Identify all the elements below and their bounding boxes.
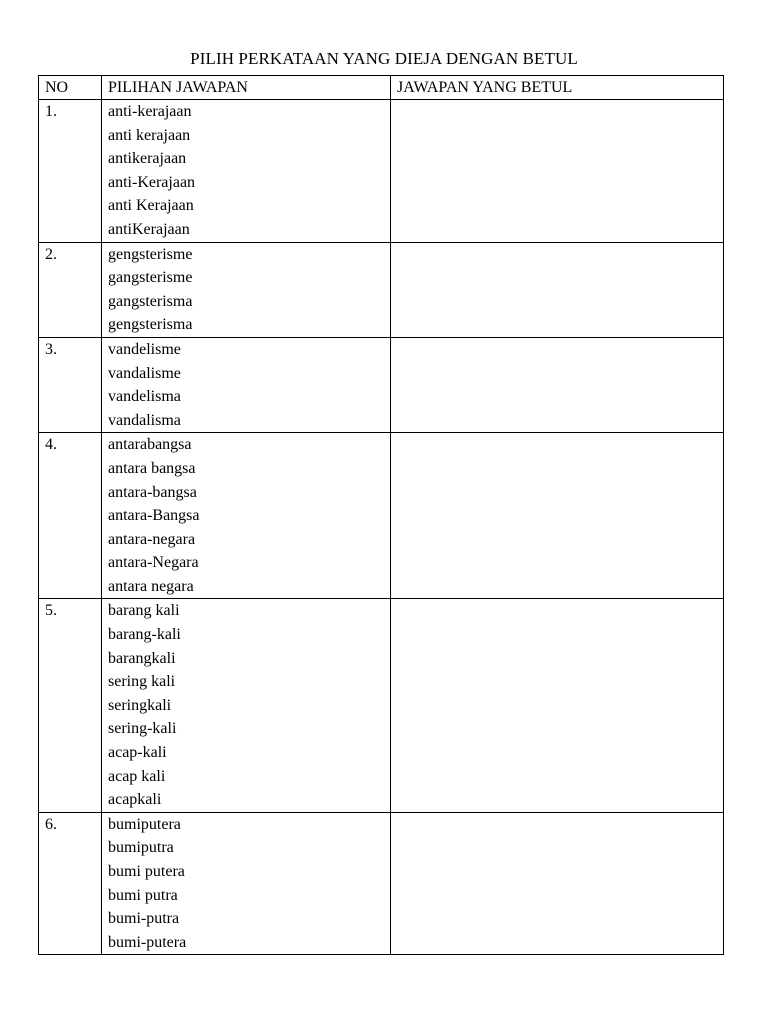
answer-option: bumi-putera — [108, 933, 187, 951]
question-number-cell — [39, 242, 102, 337]
answer-option: vandalisma — [108, 411, 181, 429]
answer-option: antara bangsa — [108, 459, 196, 477]
answer-option: gengsterisma — [108, 316, 193, 334]
answer-options-cell — [102, 242, 391, 337]
answer-option: gengsterisme — [108, 245, 193, 263]
answer-option: antikerajaan — [108, 150, 187, 168]
question-row — [39, 100, 724, 243]
answer-option: bumi-putra — [108, 910, 180, 928]
question-number: 6. — [45, 815, 57, 833]
answer-option: anti-Kerajaan — [108, 173, 196, 191]
correct-answer-cell[interactable] — [391, 812, 724, 955]
answer-option: barangkali — [108, 649, 176, 667]
answer-options-cell — [102, 433, 391, 599]
question-row — [39, 812, 724, 955]
answer-option: anti kerajaan — [108, 126, 191, 144]
answer-option: anti-kerajaan — [108, 103, 192, 120]
answer-option: vandelisma — [108, 388, 181, 406]
answer-options-cell — [102, 100, 391, 243]
correct-answer-cell[interactable] — [391, 242, 724, 337]
answer-option: antarabangsa — [108, 436, 192, 454]
header-row — [39, 76, 724, 100]
answer-option: anti Kerajaan — [108, 197, 194, 215]
answer-options-cell — [102, 337, 391, 432]
spelling-quiz-table — [38, 75, 724, 955]
question-number-cell — [39, 812, 102, 955]
answer-option: gangsterisma — [108, 292, 193, 310]
answer-option: acapkali — [108, 791, 162, 809]
answer-option: bumiputera — [108, 815, 181, 833]
question-number: 5. — [45, 602, 57, 620]
answer-option: antara-Bangsa — [108, 507, 200, 525]
answer-option: bumi putra — [108, 886, 178, 904]
answer-option: antiKerajaan — [108, 220, 190, 238]
question-number-cell — [39, 433, 102, 599]
correct-answer-cell[interactable] — [391, 433, 724, 599]
correct-answer-cell[interactable] — [391, 599, 724, 812]
question-number-cell — [39, 100, 102, 243]
question-number: 4. — [45, 436, 57, 454]
question-number: 1. — [45, 103, 57, 120]
answer-option: barang kali — [108, 602, 180, 620]
question-row — [39, 433, 724, 599]
answer-option: barang-kali — [108, 626, 181, 644]
question-number-cell — [39, 599, 102, 812]
quiz-body — [39, 100, 724, 955]
answer-option: vandalisme — [108, 364, 181, 382]
answer-option: gangsterisme — [108, 269, 193, 287]
answer-option: antara-bangsa — [108, 483, 197, 501]
answer-option: antara-negara — [108, 530, 196, 548]
answer-option: acap-kali — [108, 744, 167, 762]
answer-option: sering kali — [108, 673, 176, 691]
answer-option: antara-Negara — [108, 554, 199, 572]
answer-option: bumi putera — [108, 863, 185, 880]
answer-option: seringkali — [108, 696, 172, 714]
answer-option: vandelisme — [108, 340, 181, 358]
question-number: 3. — [45, 340, 57, 358]
question-row — [39, 337, 724, 432]
answer-options-cell — [102, 599, 391, 812]
header-answer: JAWAPAN YANG BETUL — [391, 76, 724, 100]
answer-option: antara negara — [108, 577, 194, 595]
question-number-cell — [39, 337, 102, 432]
header-options: PILIHAN JAWAPAN — [102, 76, 391, 100]
question-row — [39, 599, 724, 812]
correct-answer-cell[interactable] — [391, 337, 724, 432]
answer-option: sering-kali — [108, 720, 177, 738]
header-no: NO — [39, 76, 102, 100]
page-title: PILIH PERKATAAN YANG DIEJA DENGAN BETUL — [190, 49, 578, 68]
answer-option: acap kali — [108, 767, 166, 785]
question-row — [39, 242, 724, 337]
answer-options-cell — [102, 812, 391, 955]
question-number: 2. — [45, 245, 57, 263]
answer-option: bumiputra — [108, 839, 174, 857]
correct-answer-cell[interactable] — [391, 100, 724, 243]
